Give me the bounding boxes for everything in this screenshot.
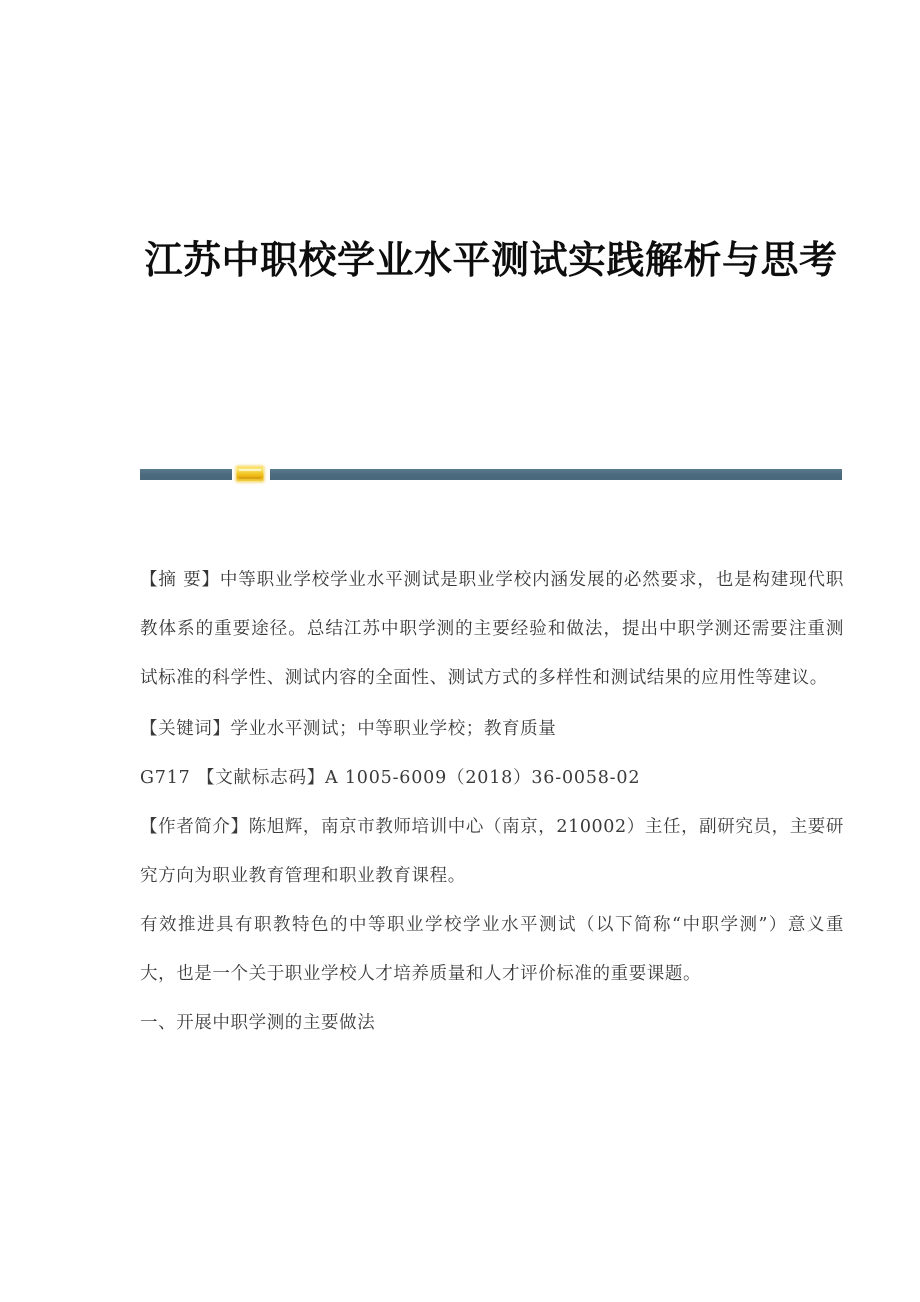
author-bio-paragraph: 【作者简介】陈旭辉，南京市教师培训中心（南京，210002）主任，副研究员，主要研究方向为职业教育管理和职业教育课程。 [140, 817, 844, 886]
section-heading-1: 一、开展中职学测的主要做法 [140, 1013, 376, 1033]
divider-bar-right [270, 469, 842, 480]
page-title: 江苏中职校学业水平测试实践解析与思考 [144, 237, 838, 283]
divider-gem-icon [236, 466, 264, 482]
lead-paragraph: 有效推进具有职教特色的中等职业学校学业水平测试（以下简称“中职学测”）意义重大，也是一个关于职业学校人才培养质量和人才评价标准的重要课题。 [140, 915, 844, 984]
divider-bar-left [140, 469, 232, 480]
article-body [140, 556, 844, 1048]
abstract-paragraph: 【摘 要】中等职业学校学业水平测试是职业学校内涵发展的必然要求，也是构建现代职教体系的重要途径。总结江苏中职学测的主要经验和做法，提出中职学测还需要注重测试标准的科学性、测试内容的全面性、测试方式的多样性和测试结果的应用性等建议。 [140, 570, 844, 688]
keywords-paragraph: 【关键词】学业水平测试；中等职业学校；教育质量 [140, 719, 557, 739]
classification-codes: G717 【文献标志码】A 1005-6009（2018）36-0058-02 [140, 768, 641, 788]
decorative-divider [140, 466, 842, 482]
